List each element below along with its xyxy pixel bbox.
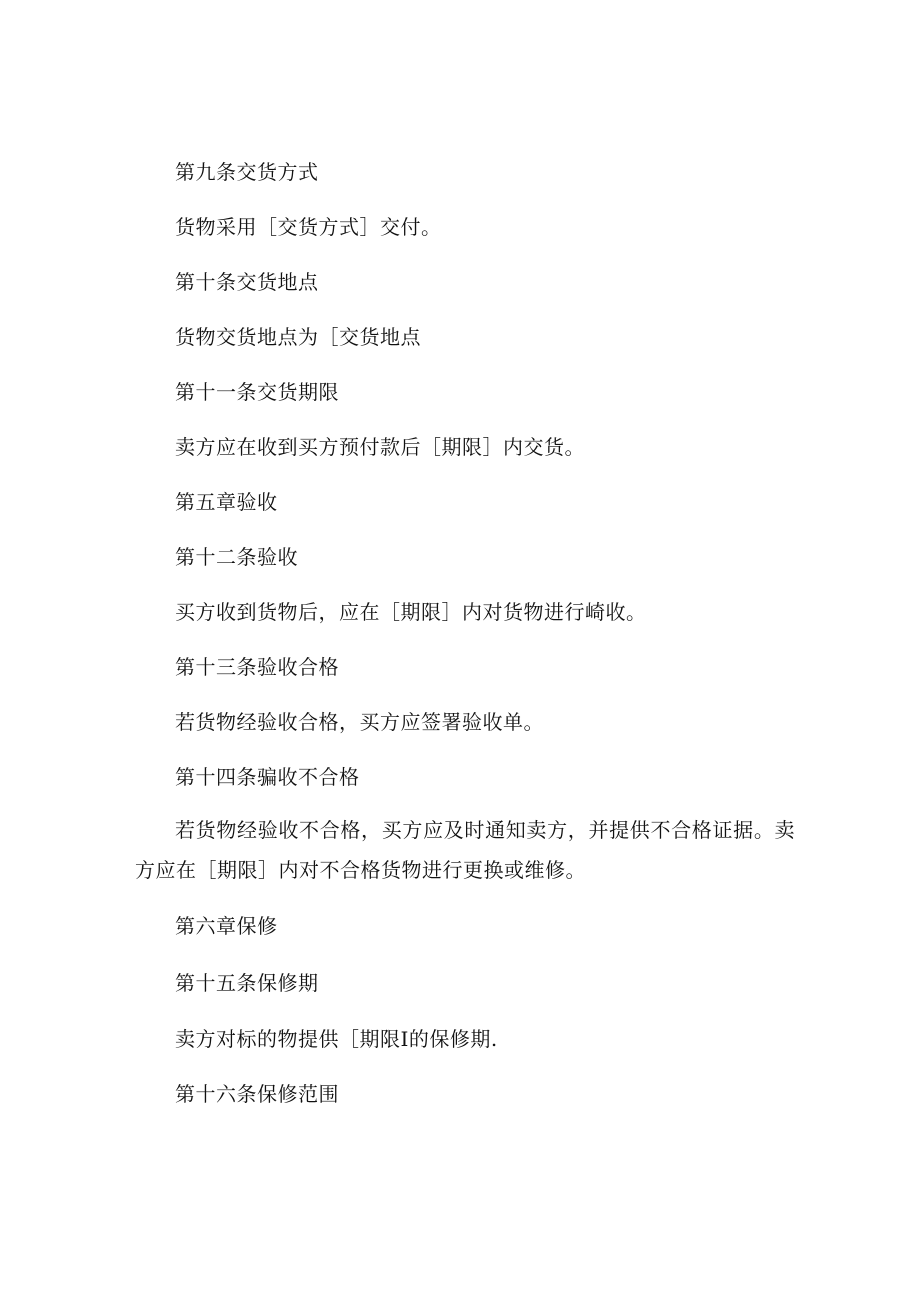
article-14-heading: 第十四条骗收不合格 <box>175 765 360 789</box>
article-10-text: 货物交货地点为［交货地点 <box>175 325 421 349</box>
article-16-heading: 第十六条保修范围 <box>175 1082 339 1106</box>
article-15-text: 卖方对标的物提供［期限I的保修期. <box>175 1027 498 1051</box>
article-9-text: 货物采用［交货方式］交付。 <box>175 215 442 239</box>
article-12-heading: 第十二条验收 <box>175 545 298 569</box>
article-13-text: 若货物经验收合格，买方应签署验收单。 <box>175 710 544 734</box>
chapter-5-heading: 第五章验收 <box>175 490 278 514</box>
article-10-heading: 第十条交货地点 <box>175 270 319 294</box>
article-13-heading: 第十三条验收合格 <box>175 655 339 679</box>
article-11-heading: 第十一条交货期限 <box>175 380 339 404</box>
article-12-text: 买方收到货物后，应在［期限］内对货物进行崎收。 <box>175 600 647 624</box>
chapter-6-heading: 第六章保修 <box>175 914 278 938</box>
article-15-heading: 第十五条保修期 <box>175 971 319 995</box>
article-9-heading: 第九条交货方式 <box>175 160 319 184</box>
article-11-text: 卖方应在收到买方预付款后［期限］内交货。 <box>175 435 585 459</box>
article-14-text: 若货物经验收不合格，买方应及时通知卖方，并提供不合格证据。卖方应在［期限］内对不合格货物进行更换或维修。 <box>135 818 795 882</box>
